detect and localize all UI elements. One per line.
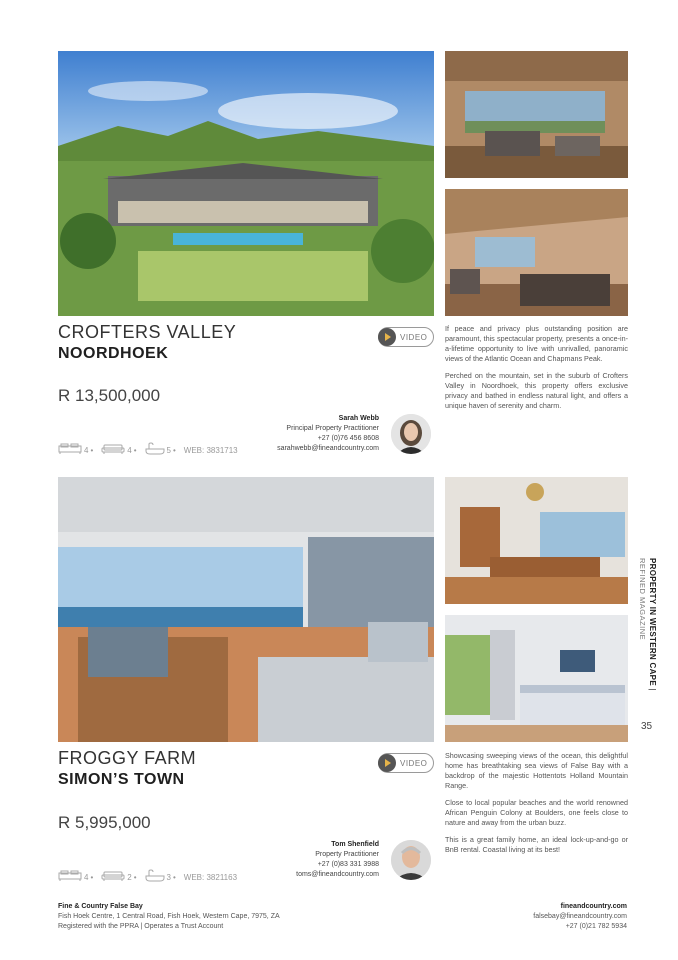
section-title: PROPERTY IN WESTERN CAPE (648, 558, 657, 686)
bathroom-count: 3 (166, 872, 171, 882)
crofters-valley-main-photo (58, 51, 434, 316)
description-paragraph: This is a great family home, an ideal lock-up-and-go or BnB rental. Coastal living at its best! (445, 835, 628, 854)
separator-dot: • (90, 872, 94, 882)
listing-price: R 13,500,000 (58, 386, 161, 405)
agent-phone[interactable]: +27 (0)83 331 3988 (317, 861, 379, 868)
froggy-farm-main-photo (58, 477, 434, 742)
description-paragraph: Perched on the mountain, set in the suburb of Crofters Valley in Noordhoek, this property offers exclusive privacy and bathed in endless natural light, and offers a unique haven of serenity and charm. (445, 371, 628, 410)
property-features (58, 442, 238, 458)
video-button-label: VIDEO (400, 332, 428, 342)
listing-title: FROGGY FARM (58, 748, 197, 768)
property-features (58, 869, 237, 885)
agent-role: Principal Property Practitioner (286, 425, 379, 432)
separator-dot: • (90, 445, 94, 455)
magazine-name: REFINED MAGAZINE (638, 558, 647, 641)
listing-price: R 5,995,000 (58, 813, 151, 832)
bed-icon (58, 870, 82, 884)
video-button[interactable] (378, 753, 434, 773)
agent-name: Sarah Webb (338, 415, 379, 422)
web-reference: WEB: 3821163 (183, 872, 238, 882)
sofa-icon (101, 443, 125, 457)
video-button-label: VIDEO (400, 758, 428, 768)
separator-dot: • (133, 445, 137, 455)
office-email[interactable]: falsebay@fineandcountry.com (533, 913, 627, 920)
play-icon (378, 754, 396, 772)
agent-phone[interactable]: +27 (0)76 456 8608 (317, 435, 379, 442)
section-side-title: PROPERTY IN WESTERN CAPE | (648, 558, 657, 691)
listing-location: SIMON’S TOWN (58, 771, 185, 788)
office-footer (58, 902, 280, 932)
agent-email[interactable]: toms@fineandcountry.com (296, 871, 379, 878)
separator-dot: • (172, 872, 176, 882)
separator-dot: • (172, 445, 176, 455)
listing-description (445, 751, 628, 862)
website-link[interactable]: fineandcountry.com (560, 903, 627, 910)
agent-avatar (391, 840, 431, 880)
lounge-count: 4 (127, 445, 132, 455)
web-reference: WEB: 3831713 (183, 445, 238, 455)
description-paragraph: If peace and privacy plus outstanding position are paramount, this spectacular property, presents a once-in-a-lifetime opportunity to live with unrivalled, panoramic views of the Atlantic Ocean and Chapmans Peak. (445, 324, 628, 363)
bath-icon (145, 442, 165, 458)
crofters-valley-lounge-photo (445, 51, 628, 178)
description-paragraph: Close to local popular beaches and the world renowned African Penguin Colony at Boulders, one feels close to nature and away from the urban buzz. (445, 798, 628, 827)
magazine-side-title (638, 558, 647, 640)
description-paragraph: Showcasing sweeping views of the ocean, this delightful home has breathtaking sea views of False Bay with a backdrop of the majestic Hottentots Holland Mountain Range. (445, 751, 628, 790)
listing-description (445, 324, 628, 418)
listing-title: CROFTERS VALLEY (58, 322, 237, 342)
bed-icon (58, 443, 82, 457)
bedroom-count: 4 (84, 445, 89, 455)
agent-contact (277, 414, 379, 454)
sofa-icon (101, 870, 125, 884)
office-address: Fish Hoek Centre, 1 Central Road, Fish Hoek, Western Cape, 7975, ZA (58, 913, 280, 920)
contact-footer (533, 902, 627, 932)
listing-location: NOORDHOEK (58, 345, 169, 362)
bath-icon (145, 869, 165, 885)
bedroom-count: 4 (84, 872, 89, 882)
separator-dot: • (133, 872, 137, 882)
crofters-valley-living-room-photo (445, 189, 628, 316)
agent-email[interactable]: sarahwebb@fineandcountry.com (277, 445, 379, 452)
agent-role: Property Practitioner (315, 851, 379, 858)
agent-avatar (391, 414, 431, 454)
froggy-farm-dining-photo (445, 477, 628, 604)
video-button[interactable] (378, 327, 434, 347)
office-phone[interactable]: +27 (0)21 782 5934 (565, 923, 627, 930)
agent-name: Tom Shenfield (331, 841, 379, 848)
lounge-count: 2 (127, 872, 132, 882)
office-name: Fine & Country False Bay (58, 903, 143, 910)
office-registration: Registered with the PPRA | Operates a Trust Account (58, 923, 224, 930)
play-icon (378, 328, 396, 346)
agent-contact (296, 840, 379, 880)
page-number: 35 (641, 721, 653, 732)
froggy-farm-bedroom-photo (445, 615, 628, 742)
bathroom-count: 5 (166, 445, 171, 455)
